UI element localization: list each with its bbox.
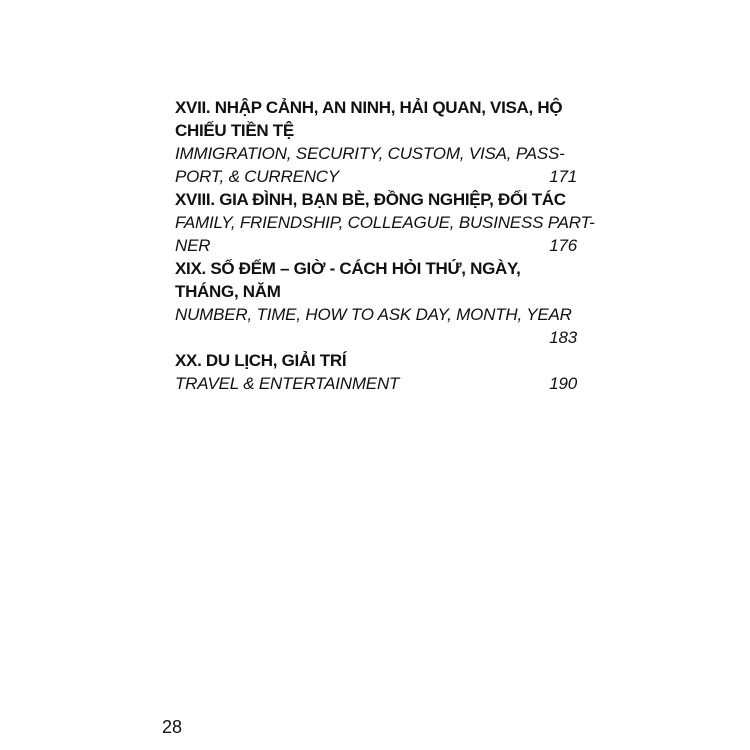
- toc-entry-english-title: TRAVEL & ENTERTAINMENT: [175, 374, 400, 393]
- toc-entry-english-title: PORT, & CURRENCY: [175, 167, 340, 186]
- toc-entry-english-title-last-line: [175, 372, 577, 395]
- footer-page-number: 28: [162, 717, 183, 737]
- toc-entry-xvii: [175, 96, 577, 188]
- toc-entry-page-number: 171: [549, 167, 577, 186]
- toc-entry-heading: XVIII. GIA ĐÌNH, BẠN BÈ, ĐỒNG NGHIỆP, ĐỐI TÁC: [175, 190, 566, 209]
- toc-entry-english-title: NER: [175, 236, 211, 255]
- toc-entry-english-title: IMMIGRATION, SECURITY, CUSTOM, VISA, PASS-: [175, 144, 565, 163]
- toc-entry-heading: CHIẾU TIỀN TỆ: [175, 121, 294, 140]
- toc-entry-heading: XIX. SỐ ĐẾM – GIỜ - CÁCH HỎI THỨ, NGÀY,: [175, 259, 521, 278]
- toc-entry-english-title-last-line: [175, 234, 577, 257]
- toc-entry-heading: THÁNG, NĂM: [175, 282, 281, 301]
- toc-entry-english-title-last-line: [175, 165, 577, 188]
- toc-entry-heading: XVII. NHẬP CẢNH, AN NINH, HẢI QUAN, VISA, HỘ: [175, 98, 563, 117]
- toc-entry-xix: [175, 257, 577, 349]
- toc-entry-english-title: NUMBER, TIME, HOW TO ASK DAY, MONTH, YEAR: [175, 305, 572, 324]
- toc-entry-heading: XX. DU LỊCH, GIẢI TRÍ: [175, 351, 347, 370]
- table-of-contents: [175, 96, 595, 395]
- toc-entry-page-number: 183: [549, 328, 577, 347]
- toc-entry-page-number: 190: [549, 374, 577, 393]
- toc-entry-xx: [175, 349, 577, 395]
- toc-entry-page-line: [175, 326, 577, 349]
- toc-entry-page-number: 176: [549, 236, 577, 255]
- toc-entry-xviii: [175, 188, 595, 257]
- toc-entry-english-title: FAMILY, FRIENDSHIP, COLLEAGUE, BUSINESS PART-: [175, 213, 595, 232]
